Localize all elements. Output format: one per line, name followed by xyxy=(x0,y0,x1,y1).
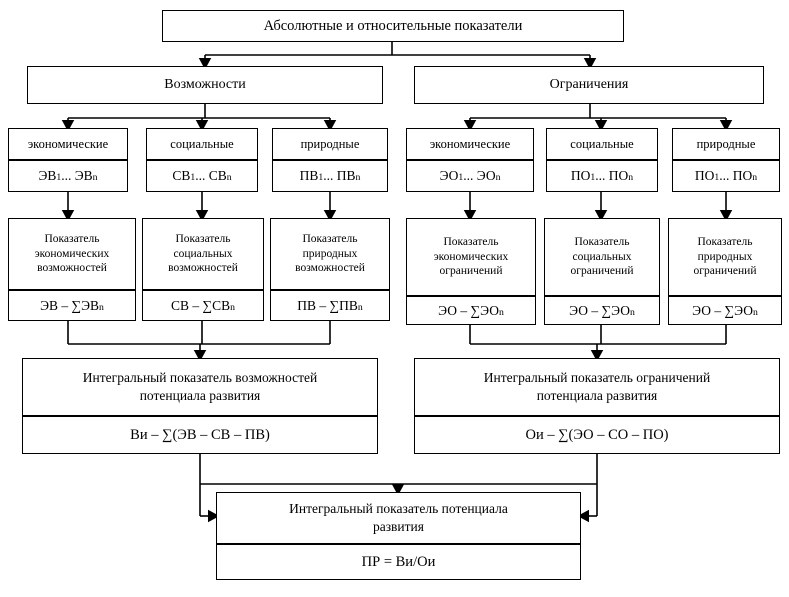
indicator-1-line3: возможностей xyxy=(37,262,107,275)
final-formula-box xyxy=(216,544,581,580)
integral-limitations-formula-box xyxy=(414,416,780,454)
category-box-5-formula: ПО $_1$ ... ПО $_n$ xyxy=(546,160,658,192)
indicator-4-line2: экономических xyxy=(433,250,509,263)
category-label-6: природные xyxy=(696,137,756,151)
indicator-3-line1: Показатель xyxy=(302,233,358,246)
category-box-4-label xyxy=(406,128,534,160)
indicator-5-line2: социальных xyxy=(572,250,632,263)
indicator-5-line1: Показатель xyxy=(574,236,630,249)
integral-opportunities-title-line1: Интегральный показатель возможностей xyxy=(82,370,318,386)
indicator-box-5-formula: ЭО – ∑ЭО $_n$ xyxy=(544,296,660,325)
category-box-3-label xyxy=(272,128,388,160)
category-box-2-formula: СВ $_1$ ... СВ $_n$ xyxy=(146,160,258,192)
indicator-box-1-desc xyxy=(8,218,136,290)
category-label-1: экономические xyxy=(27,137,109,151)
indicator-box-2-desc xyxy=(142,218,264,290)
integral-opportunities-formula: Ви – ∑(ЭВ – СВ – ПВ) xyxy=(130,426,270,443)
category-box-3-formula: ПВ $_1$ ... ПВ $_n$ xyxy=(272,160,388,192)
integral-opportunities-title-line2: потенциала развития xyxy=(139,388,261,403)
indicator-box-6-desc xyxy=(668,218,782,296)
branch-opportunities-box xyxy=(27,66,383,104)
indicator-2-line3: возможностей xyxy=(168,262,238,275)
branch-limitations-box xyxy=(414,66,764,104)
indicator-2-line2: социальных xyxy=(173,247,233,260)
indicator-4-line3: ограничений xyxy=(439,265,503,278)
final-title-line1: Интегральный показатель потенциала xyxy=(289,501,508,517)
integral-limitations-title-box xyxy=(414,358,780,416)
indicator-box-4-desc xyxy=(406,218,536,296)
branch-opportunities-label: Возможности xyxy=(164,77,246,93)
category-label-3: природные xyxy=(300,137,360,151)
category-box-6-formula: ПО $_1$ ... ПО $_n$ xyxy=(672,160,780,192)
root-title-label: Абсолютные и относительные показатели xyxy=(263,17,523,34)
category-box-5-label xyxy=(546,128,658,160)
indicator-box-1-formula: ЭВ – ∑ЭВ $_n$ xyxy=(8,290,136,321)
indicator-1-line2: экономических xyxy=(34,247,110,260)
category-box-1-label xyxy=(8,128,128,160)
indicator-box-2-formula: СВ – ∑СВ $_n$ xyxy=(142,290,264,321)
indicator-box-3-desc xyxy=(270,218,390,290)
indicator-box-3-formula: ПВ – ∑ПВ $_n$ xyxy=(270,290,390,321)
category-box-2-label xyxy=(146,128,258,160)
indicator-box-6-formula: ЭО – ∑ЭО $_n$ xyxy=(668,296,782,325)
indicator-box-5-desc xyxy=(544,218,660,296)
integral-limitations-title-line2: потенциала развития xyxy=(536,388,658,403)
category-box-6-label xyxy=(672,128,780,160)
indicator-6-line2: природных xyxy=(697,250,753,263)
category-box-4-formula: ЭО $_1$ ... ЭО $_n$ xyxy=(406,160,534,192)
category-label-4: экономические xyxy=(429,137,511,151)
indicator-3-line3: возможностей xyxy=(295,262,365,275)
integral-opportunities-title-box xyxy=(22,358,378,416)
indicator-box-4-formula: ЭО – ∑ЭО $_n$ xyxy=(406,296,536,325)
integral-opportunities-formula-box xyxy=(22,416,378,454)
indicator-3-line2: природных xyxy=(302,247,358,260)
integral-limitations-title-line1: Интегральный показатель ограничений xyxy=(483,370,711,386)
indicator-6-line1: Показатель xyxy=(697,236,753,249)
indicator-5-line3: ограничений xyxy=(570,265,634,278)
branch-limitations-label: Ограничения xyxy=(549,77,629,93)
indicator-6-line3: ограничений xyxy=(693,265,757,278)
indicator-2-line1: Показатель xyxy=(175,233,231,246)
category-label-2: социальные xyxy=(170,137,234,151)
final-title-box xyxy=(216,492,581,544)
indicator-4-line1: Показатель xyxy=(443,236,499,249)
category-label-5: социальные xyxy=(570,137,634,151)
final-formula: ПР = Ви/Ои xyxy=(361,553,436,570)
final-title-line2: развития xyxy=(372,519,424,534)
indicator-1-line1: Показатель xyxy=(44,233,100,246)
root-title-box xyxy=(162,10,624,42)
integral-limitations-formula: Ои – ∑(ЭО – СО – ПО) xyxy=(525,426,669,443)
category-box-1-formula: ЭВ $_1$ ... ЭВ $_n$ xyxy=(8,160,128,192)
